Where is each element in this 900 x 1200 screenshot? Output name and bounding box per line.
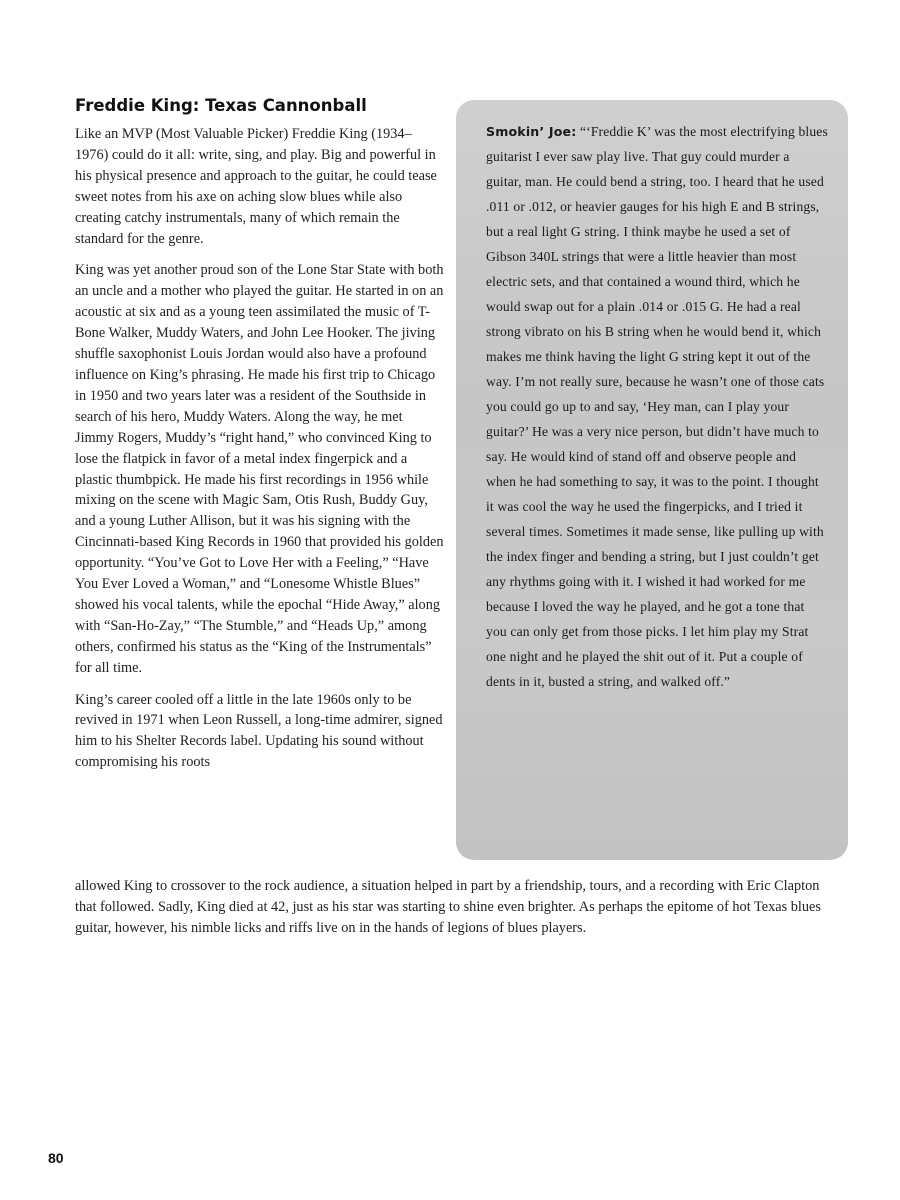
section-heading: Freddie King: Texas Cannonball — [75, 96, 367, 115]
sidebar-quote: “‘Freddie K’ was the most electrifying blues guitarist I ever saw play live. That guy could murder a guitar, man. He could bend a string, too. I heard that he used .011 or .012, or heavier gauges for his high E and B strings, but a real light G string. I think maybe he used a set of Gibson 340L strings that were a little heavier than most electric sets, and that contained a wound third, which he would swap out for a plain .014 or .015 G. He had a real strong vibrato on his B string when he would bend it, which makes me think having the light G string kept it out of the way. I’m not really sure, because he wasn’t one of those cats you could go up to and say, ‘Hey man, can I play your guitar?’ He was a very nice person, but didn’t have much to say. He would kind of stand off and observe people and when he had something to say, it was to the point. I thought it was cool the way he used the fingerpicks, and I tried it several times. Sometimes it made sense, like pulling up with the index finger and bending a string, but I just couldn’t get any rhythms going with it. I wished it had worked for me because I loved the way he played, and he got a tone that you can only get from those picks. I let him play my Strat one night and he played the shit out of it. Put a couple of dents in it, busted a string, and walked off.” — [486, 124, 828, 689]
paragraph-career: King’s career cooled off a little in the late 1960s only to be revived in 1971 when Leon Russell, a long-time admirer, signed him to his Shelter Records label. Updating his sound without compromising his roots — [75, 691, 443, 771]
paragraph-biography: King was yet another proud son of the Lone Star State with both an uncle and a mother who played the guitar. He started in on an acoustic at six and as a young teen assimilated the music of T-Bone Walker, Muddy Waters, and John Lee Hooker. The jiving shuffle saxophonist Louis Jordan would also have a profound influence on King’s phrasing. He made his first trip to Chicago in 1950 and two years later was a resident of the Southside in search of his hero, Muddy Waters. Along the way, he met Jimmy Rogers, Muddy’s “right hand,” who convinced King to lose the flatpick in favor of a metal index fingerpick and a plastic thumbpick. He made his first recordings in 1956 while mixing on the scene with Magic Sam, Otis Rush, Buddy Guy, and a young Luther Allison, but it was his signing with the Cincinnati-based King Records in 1960 that provided his golden opportunity. “You’ve Got to Love Her with a Feeling,” “Have You Ever Loved a Woman,” and “Lonesome Whistle Blues” showed his vocal talents, while the epochal “Hide Away,” along with “San-Ho-Zay,” “The Stumble,” and “Heads Up,” among others, confirmed his status as the “King of the Instrumentals” for all time. — [75, 262, 444, 676]
quote-sidebar — [456, 100, 848, 860]
page-number: 80 — [48, 1150, 64, 1166]
main-text-column — [75, 124, 445, 784]
sidebar-speaker: Smokin’ Joe: — [486, 124, 577, 139]
paragraph-intro: Like an MVP (Most Valuable Picker) Freddie King (1934–1976) could do it all: write, sing, and play. Big and powerful in his physical presence and approach to the guitar, he could tease sweet notes from his axe on aching slow blues while also creating catchy instrumentals, many of which remain the standard for the genre. — [75, 126, 437, 247]
sidebar-quote-text — [486, 119, 828, 694]
paragraph-career-continued: allowed King to crossover to the rock audience, a situation helped in part by a friendship, tours, and a recording with Eric Clapton that followed. Sadly, King died at 42, just as his star was starting to shine even brighter. As perhaps the epitome of hot Texas blues guitar, however, his nimble licks and riffs live on in the hands of legions of blues players. — [75, 878, 821, 936]
